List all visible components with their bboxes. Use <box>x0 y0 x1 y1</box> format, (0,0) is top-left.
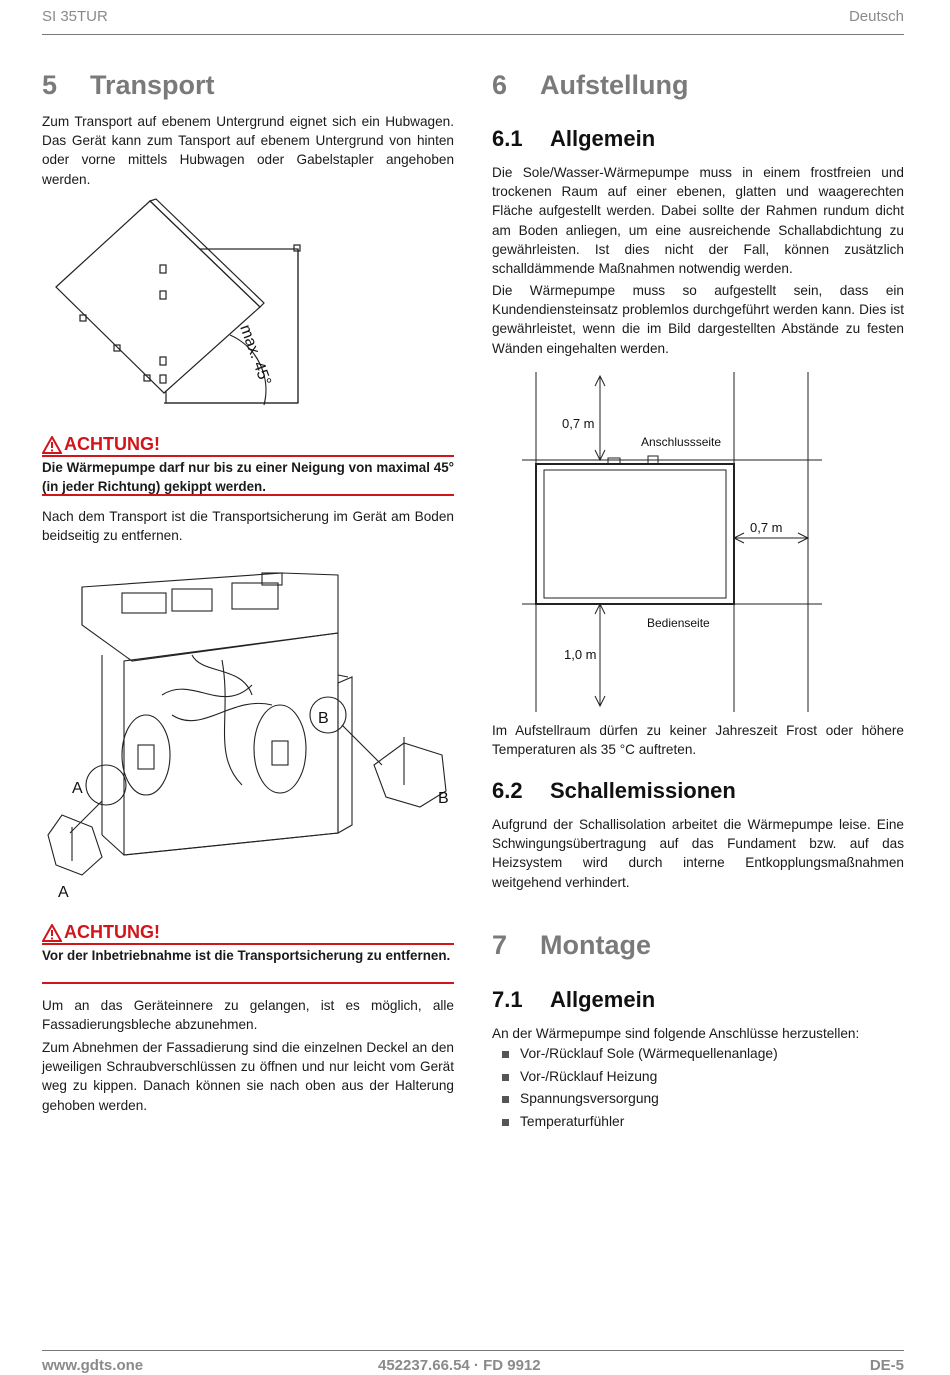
footer-page-number: DE-5 <box>869 1357 904 1374</box>
warning-icon <box>42 924 62 942</box>
tilt-label: max. 45° <box>236 322 274 388</box>
warning-title: ACHTUNG! <box>64 922 160 942</box>
warning-text: Die Wärmepumpe darf nur bis zu einer Neigung von maximal 45° (in jeder Richtung) gekippt werden. <box>42 460 454 494</box>
bottom-distance-label: 1,0 m <box>564 647 597 662</box>
tilt-figure <box>54 195 344 415</box>
connections-intro: An der Wärmepumpe sind folgende Anschlüsse herzustellen: <box>492 1026 860 1041</box>
page-header <box>42 8 904 35</box>
footer-document-number: 452237.66.54 · FD 9912 <box>378 1357 541 1374</box>
section-6-2-heading: 6.2 Schallemissionen <box>492 778 736 803</box>
section-7-heading: 7 Montage <box>492 930 651 960</box>
setup-paragraph-1: Die Sole/Wasser-Wärmepumpe muss in einem frostfreien und trockenen Raum auf einer ebenen, glatten und waagerechten Fläche aufgestellt werden. Dabei sollte der Rahmen rundum dicht am Boden anliegen, um eine ausreichende Schallabdichtung zu gewährleisten. Ist dies nicht der Fall, können zusätzlich schalldämmende Maßnahmen notwendig werden. <box>492 165 904 277</box>
list-item: Vor-/Rücklauf Sole (Wärmequellenanlage) <box>492 1043 904 1066</box>
footer-website-link[interactable]: www.gdts.one <box>42 1357 144 1374</box>
header-language: Deutsch <box>848 8 904 25</box>
transport-safety-figure <box>42 565 462 905</box>
access-paragraph: Um an das Geräteinnere zu gelangen, ist es möglich, alle Fassadierungsbleche abzunehmen. <box>42 998 454 1033</box>
top-distance-label: 0,7 m <box>562 416 595 431</box>
transport-after-paragraph: Nach dem Transport ist die Transportsicherung im Gerät am Boden beidseitig zu entfernen. <box>42 509 454 544</box>
connections-list <box>492 1043 904 1133</box>
frost-paragraph: Im Aufstellraum dürfen zu keiner Jahreszeit Frost oder höhere Temperaturen als 35 °C auftreten. <box>492 723 904 758</box>
setup-paragraph-2: Die Wärmepumpe muss so aufgestellt sein, dass ein Kundendiensteinsatz problemlos durchgeführt werden kann. Dies ist gewährleistet, wenn die im Bild dargestellten Abstände zu festen Wänden eingehalten werden. <box>492 283 904 356</box>
sound-paragraph: Aufgrund der Schallisolation arbeitet die Wärmepumpe leise. Eine Schwingungsübertragung auf das Fundament bzw. auf das Heizsystem wird durch interne Entkopplungsmaßnahmen weitgehend verhindert. <box>492 817 904 890</box>
operating-side-label: Bedienseite <box>647 616 710 630</box>
warning-title: ACHTUNG! <box>64 434 160 454</box>
label-a1: A <box>72 780 83 797</box>
transport-paragraph: Zum Transport auf ebenem Untergrund eignet sich ein Hubwagen. Das Gerät kann zum Tansport auf ebenem Untergrund von hinten oder vorne mittels Hubwagen oder Gabelstapler angehoben werden. <box>42 114 454 187</box>
warning-text: Vor der Inbetriebnahme ist die Transportsicherung zu entfernen. <box>42 948 451 963</box>
list-item: Spannungsversorgung <box>492 1088 904 1111</box>
side-distance-label: 0,7 m <box>750 520 783 535</box>
list-item: Temperaturfühler <box>492 1111 904 1134</box>
section-5-heading: 5 Transport <box>42 70 215 100</box>
header-product: SI 35TUR <box>42 8 108 25</box>
warning-icon <box>42 436 62 454</box>
connection-side-label: Anschlussseite <box>641 435 722 449</box>
label-b1: B <box>318 710 329 727</box>
warning-box-1 <box>42 434 454 496</box>
page-footer <box>42 1350 904 1374</box>
clearance-diagram <box>522 372 822 712</box>
section-6-heading: 6 Aufstellung <box>492 70 689 100</box>
warning-box-2 <box>42 922 454 984</box>
list-item: Vor-/Rücklauf Heizung <box>492 1066 904 1089</box>
section-6-1-heading: 6.1 Allgemein <box>492 126 656 151</box>
label-b2: B <box>438 790 449 807</box>
label-a2: A <box>58 884 69 901</box>
section-7-1-heading: 7.1 Allgemein <box>492 987 656 1012</box>
cover-removal-paragraph: Zum Abnehmen der Fassadierung sind die einzelnen Deckel an den jeweiligen Schraubverschlüssen zu öffnen und nur leicht vom Gerät weg zu kippen. Danach können sie nach oben aus der Halterung gehoben werden. <box>42 1040 454 1113</box>
